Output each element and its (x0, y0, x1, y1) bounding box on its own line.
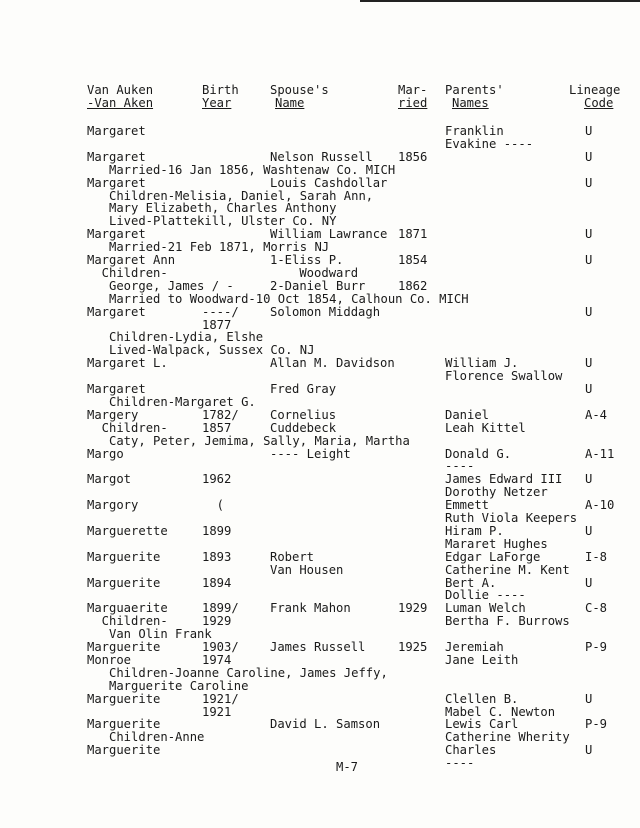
entry-spouse: James Russell (270, 640, 366, 654)
entry-spouse: ---- Leight (270, 446, 351, 461)
entry-birth-year: 1893 (202, 549, 232, 564)
column-header (0, 84, 640, 114)
header-col1-line1: Van Auken (87, 83, 154, 97)
header-col6-line1: Lineage (569, 83, 621, 97)
entry-lineage-code: U (585, 227, 593, 242)
entry-note: Marguerite Caroline (109, 678, 249, 693)
entry-parents: Bertha F. Burrows (445, 614, 570, 629)
entry-name: Children- (87, 420, 168, 435)
entry-note: Children-Joanne Caroline, James Jeffy, (109, 665, 388, 680)
entry-note: Mary Elizabeth, Charles Anthony (109, 201, 337, 216)
entry-parents: Dorothy Netzer (445, 485, 548, 500)
entry-spouse: Frank Mahon (270, 601, 351, 616)
entry-lineage-code: U (585, 472, 593, 487)
entry-birth-year: 1782/ (202, 407, 239, 422)
header-col3-line1: Spouse's (270, 83, 329, 97)
entry-parents: Dollie ---- (445, 588, 526, 603)
entry-spouse: 1-Eliss P. (270, 253, 344, 267)
entry-parents: Charles (445, 743, 497, 758)
entry-birth-year: ----/ (202, 304, 239, 319)
header-col3-line2: Name (275, 96, 305, 110)
entry-name: Margory (87, 498, 139, 513)
entry-married-year: 1929 (398, 601, 428, 616)
entry-birth-year: 1899/ (202, 601, 239, 616)
page-number: M-7 (336, 760, 359, 774)
header-col4-line2: ried (398, 96, 428, 110)
entry-lineage-code: P-9 (585, 717, 608, 732)
entry-parents: Luman Welch (445, 601, 526, 616)
entry-spouse: William Lawrance (270, 227, 388, 242)
entry-name: Marguerite (87, 575, 161, 590)
entry-lineage-code: C-8 (585, 601, 608, 616)
entry-birth-year: 1921 (202, 704, 232, 719)
entry-note: Caty, Peter, Jemima, Sally, Maria, Martha (109, 433, 410, 448)
entry-lineage-code: U (585, 575, 593, 590)
entry-lineage-code: U (585, 382, 593, 396)
entry-spouse: 2-Daniel Burr (270, 278, 366, 293)
header-col1-line2: -Van Aken (87, 96, 154, 110)
entry-parents: ---- (445, 756, 475, 771)
entry-parents: ---- (445, 459, 475, 474)
entry-spouse: Nelson Russell (270, 149, 373, 164)
entry-spouse: Van Housen (270, 562, 344, 577)
header-col4-line1: Mar- (398, 83, 428, 97)
entry-name: Marguaerite (87, 601, 168, 616)
entry-birth-year: 1921/ (202, 691, 239, 706)
entry-name: Margaret (87, 149, 146, 164)
entry-married-year: 1856 (398, 149, 428, 164)
entry-name: Margo (87, 446, 124, 461)
entry-spouse: Woodward (270, 265, 359, 280)
entry-parents: Lewis Carl (445, 717, 519, 732)
entry-name: Margaret (87, 124, 146, 138)
entry-lineage-code: U (585, 523, 593, 538)
entry-lineage-code: U (585, 175, 593, 190)
entry-lineage-code: U (585, 356, 593, 371)
entry-lineage-code: I-8 (585, 549, 608, 564)
entry-lineage-code: U (585, 743, 593, 758)
entry-parents: Florence Swallow (445, 369, 563, 384)
header-col5-line1: Parents' (445, 83, 504, 97)
entry-parents: Leah Kittel (445, 420, 526, 435)
entry-lineage-code: U (585, 124, 593, 138)
entry-name: Margaret Ann (87, 253, 176, 267)
entry-lineage-code: U (585, 149, 593, 164)
entry-note: Children-Lydia, Elshe (109, 330, 264, 345)
entry-parents: Mararet Hughes (445, 536, 548, 551)
entry-parents: Evakine ---- (445, 136, 534, 151)
entry-note: Lived-Plattekill, Ulster Co. NY (109, 214, 337, 229)
entry-spouse: Fred Gray (270, 382, 337, 396)
entry-note: Married-21 Feb 1871, Morris NJ (109, 240, 330, 255)
entry-lineage-code: P-9 (585, 640, 608, 654)
entry-name: Margaret (87, 382, 146, 396)
entry-birth-year: 1857 (202, 420, 232, 435)
entry-married-year: 1925 (398, 640, 428, 654)
entry-spouse: Allan M. Davidson (270, 356, 395, 371)
entry-note: Children-Margaret G. (109, 394, 256, 409)
entry-name: Children- (87, 614, 168, 629)
entry-parents: Edgar LaForge (445, 549, 541, 564)
entry-parents: Donald G. (445, 446, 512, 461)
entry-parents: Clellen B. (445, 691, 519, 706)
entry-name: Monroe (87, 652, 132, 667)
entry-spouse: David L. Samson (270, 717, 381, 732)
entry-note: Van Olin Frank (109, 627, 212, 642)
entry-birth-year: 1962 (202, 472, 232, 487)
entry-name: Children- (87, 265, 168, 280)
entry-married-year: 1854 (398, 253, 428, 267)
entry-parents: Catherine Wherity (445, 730, 570, 745)
entry-spouse: Solomon Middagh (270, 304, 381, 319)
entry-name: Margot (87, 472, 132, 487)
entry-spouse: Cuddebeck (270, 420, 337, 435)
entry-spouse: Louis Cashdollar (270, 175, 388, 190)
entry-parents: Emmett (445, 498, 490, 513)
entry-parents: Daniel (445, 407, 490, 422)
entry-birth-year: 1899 (202, 523, 232, 538)
entry-note: Married-16 Jan 1856, Washtenaw Co. MICH (109, 162, 396, 177)
entry-lineage-code: A-4 (585, 407, 608, 422)
entry-note: Married to Woodward-10 Oct 1854, Calhoun Co. MICH (109, 291, 469, 306)
entry-married-year: 1871 (398, 227, 428, 242)
entry-note: Lived-Walpack, Sussex Co. NJ (109, 343, 315, 358)
header-col2-line2: Year (202, 96, 232, 110)
entry-name: Marguerite (87, 743, 161, 758)
entry-lineage-code: A-10 (585, 498, 615, 513)
entry-note: Children-Anne (109, 730, 205, 745)
entry-parents: Franklin (445, 124, 504, 138)
entry-name: Margaret (87, 304, 146, 319)
entry-name: Margaret (87, 175, 146, 190)
top-rule (360, 0, 640, 2)
header-col6-line2: Code (584, 96, 614, 110)
header-col5-line2: Names (452, 96, 489, 110)
entry-lineage-code: U (585, 691, 593, 706)
entry-parents: Hiram P. (445, 523, 504, 538)
entry-parents: Mabel C. Newton (445, 704, 556, 719)
header-col2-line1: Birth (202, 83, 239, 97)
entry-birth-year: 1894 (202, 575, 232, 590)
entry-note: Children-Melisia, Daniel, Sarah Ann, (109, 188, 374, 203)
entry-birth-year: 1929 (202, 614, 232, 629)
entry-birth-year: ( (202, 498, 225, 513)
entry-name: Margaret L. (87, 356, 168, 371)
entry-name: Marguerite (87, 691, 161, 706)
entry-parents: Jane Leith (445, 652, 519, 667)
entry-lineage-code: A-11 (585, 446, 615, 461)
entry-parents: Ruth Viola Keepers (445, 511, 578, 525)
entry-parents: Catherine M. Kent (445, 562, 570, 577)
entry-name: Marguerite (87, 549, 161, 564)
entry-name: Margery (87, 407, 139, 422)
entry-name: Marguerite (87, 640, 161, 654)
entry-name: Margaret (87, 227, 146, 242)
entry-parents: Bert A. (445, 575, 497, 590)
entry-parents: William J. (445, 356, 519, 371)
entry-married-year: 1862 (398, 278, 428, 293)
entry-spouse: Cornelius (270, 407, 337, 422)
entry-birth-year: 1903/ (202, 640, 239, 654)
entry-lineage-code: U (585, 304, 593, 319)
entry-birth-year: 1974 (202, 652, 232, 667)
entry-lineage-code: U (585, 253, 593, 267)
entry-parents: James Edward III (445, 472, 563, 487)
entry-parents: Jeremiah (445, 640, 504, 654)
entry-name: Marguerite (87, 717, 161, 732)
entry-name: George, James / - (109, 278, 234, 293)
entry-birth-year: 1877 (202, 317, 232, 332)
entry-name: Marguerette (87, 523, 168, 538)
entry-spouse: Robert (270, 549, 315, 564)
